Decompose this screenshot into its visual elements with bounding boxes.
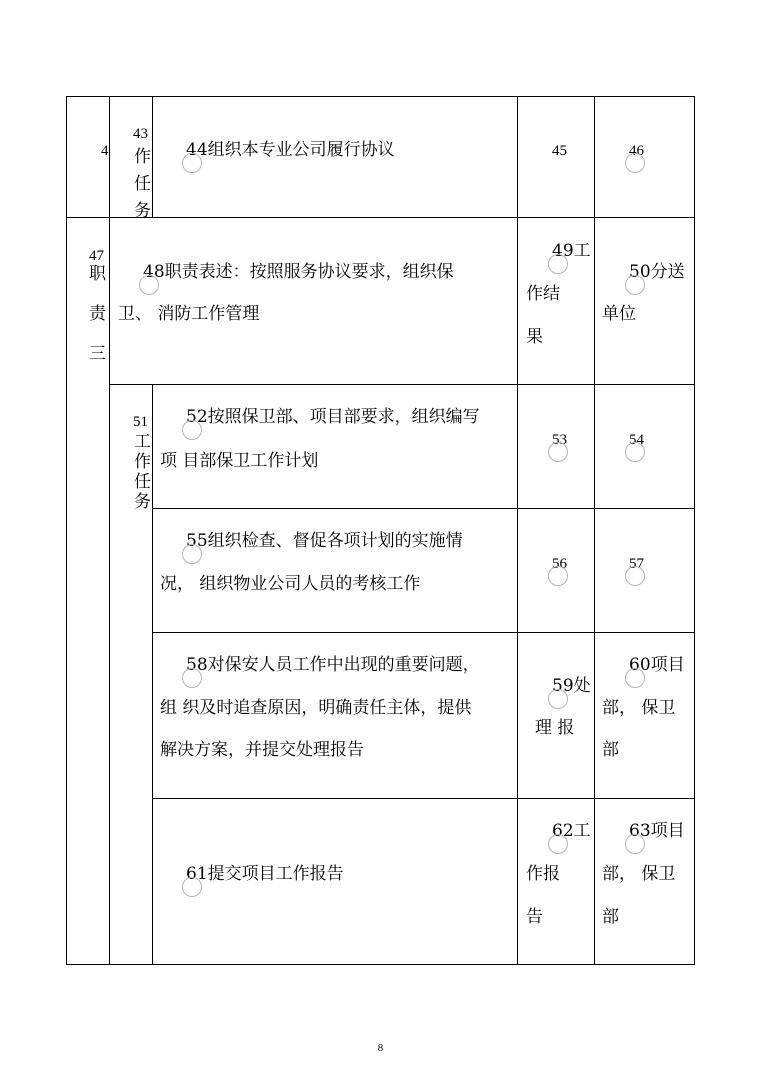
row-number-cell: 4 [101, 143, 109, 159]
vertical-char: 三 [89, 344, 106, 364]
vertical-char: 务 [134, 492, 151, 512]
duty-number: 47 [89, 248, 104, 264]
dept-line: 部， 保卫 [602, 864, 676, 884]
task-text-line: 况， 组织物业公司人员的考核工作 [160, 574, 421, 594]
dept-line: 部， 保卫 [602, 698, 676, 718]
dept-header-line: 单位 [602, 304, 636, 324]
task-text-line: 组 织及时追查原因，明确责任主体，提供 [160, 698, 472, 718]
result-header-line: 果 [526, 327, 543, 347]
task-text-line: 52按照保卫部、项目部要求，组织编写 [186, 407, 480, 427]
result-line: 理 报 [535, 718, 575, 738]
vertical-char: 务 [134, 201, 151, 217]
task-text-line: 58对保安人员工作中出现的重要问题， [186, 655, 480, 675]
result-header-line: 49工 [552, 241, 591, 261]
dept-line: 部 [602, 740, 619, 760]
vertical-char: 工 [134, 432, 151, 452]
dept-cell: 57 [629, 556, 644, 572]
dept-line: 部 [602, 907, 619, 927]
vertical-label-cell [110, 97, 152, 217]
duty-description-line: 卫、 消防工作管理 [118, 304, 260, 324]
vertical-char: 责 [89, 304, 106, 324]
dept-header-line: 50分送 [629, 262, 685, 282]
vertical-char: 任 [134, 472, 151, 492]
task-text-line: 解决方案，并提交处理报告 [160, 740, 364, 760]
vertical-char: 作 [134, 147, 151, 167]
dept-cell: 46 [629, 143, 644, 159]
result-cell: 56 [552, 556, 567, 572]
task-text-line: 项 目部保卫工作计划 [160, 451, 319, 471]
result-header-line: 作结 [526, 284, 560, 304]
result-line: 告 [526, 907, 543, 927]
cell-number: 43 [133, 126, 148, 142]
dept-cell: 54 [629, 432, 644, 448]
vertical-char: 职 [89, 264, 106, 284]
vertical-char: 任 [134, 174, 151, 194]
result-line: 59处 [552, 676, 591, 696]
result-line: 作报 [526, 864, 560, 884]
cell-number: 51 [133, 414, 148, 430]
duty-description-line: 48职责表述：按照服务协议要求，组织保 [143, 262, 454, 282]
task-text-line: 55组织检查、督促各项计划的实施情 [186, 531, 463, 551]
task-text: 44组织本专业公司履行协议 [186, 140, 395, 160]
result-cell: 53 [552, 432, 567, 448]
result-line: 62工 [552, 821, 591, 841]
dept-line: 63项目 [629, 821, 685, 841]
dept-line: 60项目 [629, 655, 685, 675]
task-text-line: 61提交项目工作报告 [186, 864, 344, 884]
result-cell: 45 [552, 143, 567, 159]
page-number: 8 [377, 1042, 384, 1054]
vertical-char: 作 [134, 452, 151, 472]
